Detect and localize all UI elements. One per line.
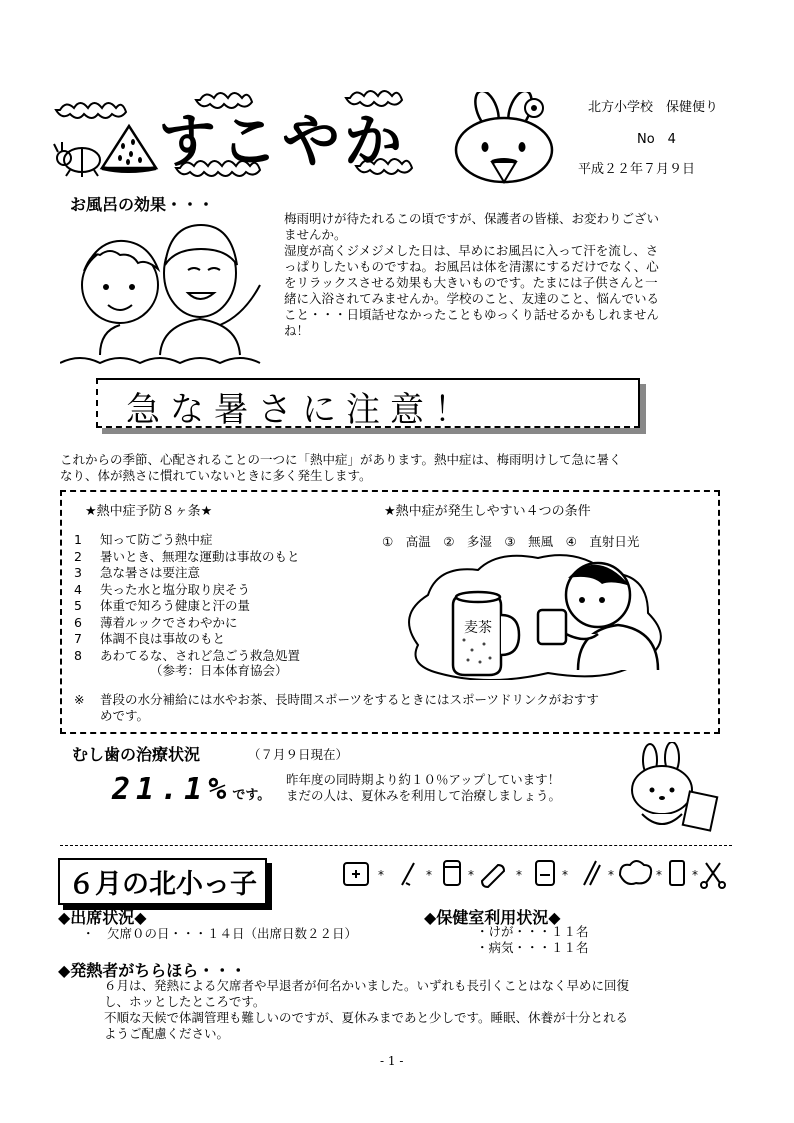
school-name: 北方小学校 保健便り — [588, 100, 719, 115]
watermelon-icon — [98, 122, 160, 174]
drinking-child-illustration — [398, 550, 698, 680]
teeth-rate-value: 21.1% — [112, 772, 233, 807]
nurse-room-line: ・病気・・・１１名 — [476, 940, 589, 955]
bath-illustration — [60, 215, 270, 365]
page-number: - 1 - — [380, 1054, 404, 1068]
svg-text:*: * — [608, 868, 614, 882]
fever-line: 不順な天候で体調管理も難しいのですが、夏休みまであと少しです。睡眠、休養が十分とれる — [104, 1010, 629, 1025]
bath-line: っぱりしたいものですね。お風呂は体を清潔にするだけでなく、心 — [284, 259, 659, 274]
note-mark: ※ — [74, 692, 85, 707]
heat-note — [100, 692, 712, 724]
section-divider — [60, 845, 732, 846]
jar-label: 麦茶 — [464, 620, 492, 636]
fever-line: ようご配慮ください。 — [104, 1026, 230, 1041]
fever-line: ６月は、発熱による欠席者や早退者が何名かいました。いずれも長引くことはなく早めに回復 — [104, 978, 630, 993]
bath-line: をリラックスさせる効果も大きいものです。たまには子供さんと一 — [284, 275, 658, 290]
heat-note-line: 普段の水分補給には水やお茶、長時間スポーツをするときにはスポーツドリンクがおすす — [100, 692, 599, 707]
teeth-text — [286, 772, 626, 804]
fever-text — [104, 978, 754, 1042]
bunny-icon — [452, 92, 562, 187]
list-item: 2 暑いとき、無理な運動は事故のもと — [74, 548, 300, 564]
attendance-text: ・ 欠席０の日・・・１４日（出席日数２２日） — [82, 926, 358, 941]
bath-heading: お風呂の効果・・・ — [70, 195, 215, 214]
list-item: 3 急な暑さは要注意 — [74, 565, 201, 580]
health-icons-row — [340, 855, 730, 891]
heat-intro — [60, 452, 750, 484]
list-item: 4 失った水と塩分取り戻そう — [74, 581, 251, 597]
teeth-line: 昨年度の同時期より約１０％アップしています！ — [286, 772, 561, 787]
conditions-title: ★熱中症が発生しやすい４つの条件 — [384, 504, 591, 519]
list-item: 6 薄着ルックでさわやかに — [74, 614, 238, 630]
issue-date: 平成２２年７月９日 — [578, 162, 696, 177]
heat-intro-line: これからの季節、心配されることの一つに「熱中症」があります。熱中症は、梅雨明けして急に暑く — [60, 452, 622, 467]
list-item: 1 知って防ごう熱中症 — [74, 532, 213, 547]
svg-text:*: * — [562, 868, 568, 882]
nurse-room-title: ◆保健室利用状況◆ — [424, 908, 561, 927]
heat-intro-line: なり、体が熱さに慣れていないときに多く発生します。 — [60, 468, 372, 483]
svg-text:*: * — [516, 868, 522, 882]
bath-text — [284, 211, 754, 339]
teeth-rate — [112, 772, 270, 807]
bath-line: ね！ — [284, 323, 310, 338]
nurse-room-stats — [476, 924, 589, 956]
attendance-title: ◆出席状況◆ — [58, 908, 147, 927]
issue-number: No 4 — [637, 132, 676, 147]
bath-line: 湿度が高くジメジメした日は、早めにお風呂に入って汗を流し、さ — [284, 243, 659, 258]
svg-text:*: * — [692, 868, 698, 882]
bath-line: こと・・・日頃話せなかったこともゆっくり話せるかもしれません — [284, 307, 659, 322]
prevention-source: （参考：日本体育協会） — [150, 663, 288, 678]
fever-line: し、ホッとしたところです。 — [104, 994, 266, 1009]
list-item: 8 あわてるな、されど急ごう救急処置 — [74, 647, 301, 663]
bath-line: 梅雨明けが待たれるこの頃ですが、保護者の皆様、お変わりござい — [284, 211, 660, 226]
svg-text:*: * — [426, 868, 432, 882]
list-item: 5 体重で知ろう健康と汗の量 — [74, 598, 251, 613]
newsletter-title: すこやか — [158, 107, 407, 175]
svg-text:*: * — [656, 868, 662, 882]
bath-line: 緒に入浴されてみませんか。学校のこと、友達のこと、悩んでいる — [284, 291, 660, 306]
nurse-bunny-illustration — [622, 742, 722, 832]
nurse-room-line: ・けが・・・１１名 — [476, 924, 589, 939]
heat-note-line: めです。 — [100, 708, 150, 723]
heat-banner — [96, 378, 640, 428]
teeth-rate-suffix: です。 — [232, 788, 271, 803]
teeth-as-of: （７月９日現在） — [248, 747, 349, 762]
heat-banner-text: 急な暑さに注意！ — [126, 390, 478, 430]
fever-title: ◆発熱者がちらほら・・・ — [58, 961, 247, 980]
prevention-list — [74, 532, 384, 664]
svg-text:*: * — [378, 868, 384, 882]
conditions-list: ① 高温 ② 多湿 ③ 無風 ④ 直射日光 — [382, 534, 640, 549]
june-banner: ６月の北小っ子 — [58, 858, 267, 905]
list-item: 7 体調不良は事故のもと — [74, 631, 226, 646]
teeth-line: まだの人は、夏休みを利用して治療しましょう。 — [286, 788, 562, 803]
svg-text:*: * — [468, 868, 474, 882]
bath-line: ませんか。 — [284, 227, 347, 242]
prevention-title: ★熱中症予防８ヶ条★ — [85, 504, 213, 519]
teeth-heading: むし歯の治療状況 — [72, 745, 201, 764]
